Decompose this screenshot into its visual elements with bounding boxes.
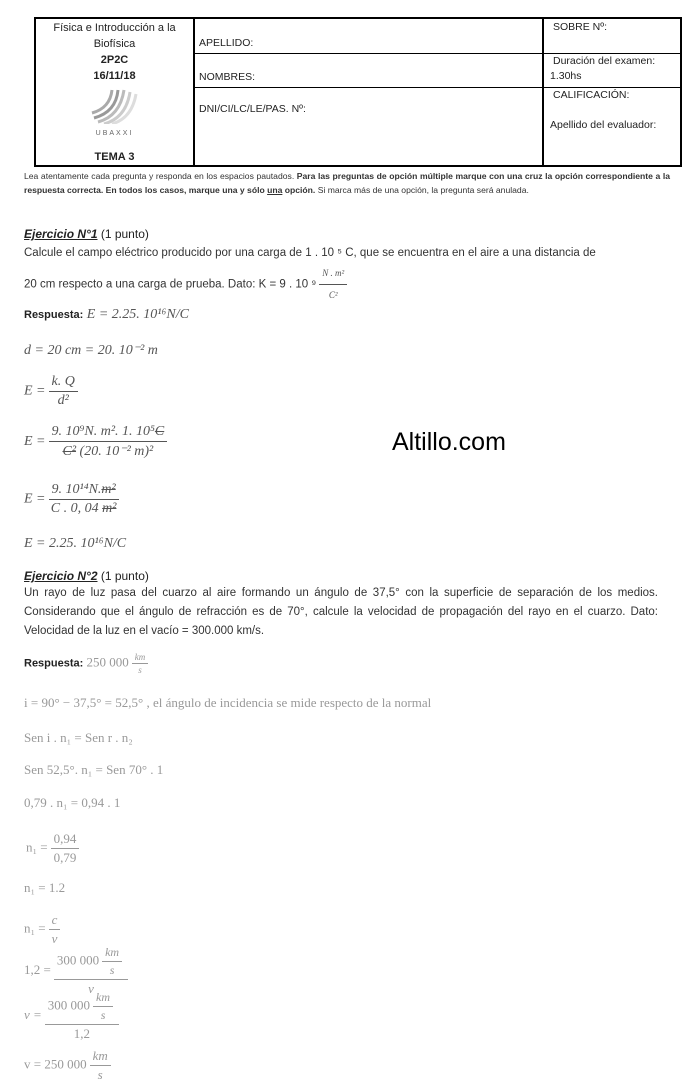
num: 9. 10⁹N. m². 1. 10⁵	[51, 424, 155, 439]
sobre-label: SOBRE Nº:	[553, 21, 608, 33]
lhs: n₁ =	[26, 839, 48, 855]
lhs: E =	[24, 383, 46, 399]
exam-date: 16/11/18	[93, 70, 136, 82]
unit-den: s	[100, 1008, 106, 1022]
watermark: Altillo.com	[392, 428, 506, 456]
den: s	[138, 665, 142, 675]
ex2-line6: n₁ = 1.2	[24, 880, 66, 895]
ex2-answer-value: 250 000	[86, 654, 129, 670]
ex2-line5	[26, 831, 82, 866]
num: 300 000	[56, 952, 100, 968]
den: 1,2	[73, 1026, 91, 1041]
instructions	[24, 169, 670, 197]
den-cancel: m²	[102, 501, 117, 516]
num-cancel: m²	[101, 482, 116, 497]
nombres-field[interactable]	[193, 53, 542, 88]
grading-cell	[542, 19, 682, 165]
lhs: 1,2 =	[24, 961, 51, 977]
ex1-unit-num: N . m²	[319, 264, 347, 285]
lhs: E =	[24, 434, 46, 450]
instr-bold-end: opción.	[282, 185, 316, 195]
num: 0,94	[51, 831, 80, 849]
instr-bold: Para las preguntas de opción múltiple marque con una cruz la opción correspondiente a la respuesta correcta. En todos los casos, marque una y sólo	[24, 171, 670, 195]
ex2-line9	[24, 990, 122, 1042]
num: 300 000	[47, 997, 91, 1013]
instr-text-end: Si marca más de una opción, la pregunta será anulada.	[315, 185, 529, 195]
den: v	[51, 931, 58, 946]
ex1-points: (1 punto)	[97, 227, 149, 241]
duracion-value: 1.30hs	[550, 70, 582, 82]
course-code: 2P2C	[100, 54, 129, 66]
course-name: Física e Introducción a la Biofísica	[53, 22, 176, 50]
num: km	[132, 652, 149, 664]
ex2-answer-label: Respuesta:	[24, 657, 84, 670]
ex2-line10	[24, 1048, 114, 1083]
calificacion-label: CALIFICACIÓN:	[553, 89, 630, 101]
ex2-points: (1 punto)	[97, 569, 149, 583]
apellido-field[interactable]	[193, 19, 542, 54]
tema: TEMA 3	[94, 151, 135, 163]
sobre-field	[544, 19, 682, 54]
ex1-answer-label: Respuesta:	[24, 309, 84, 321]
ex1-answer	[24, 307, 189, 323]
ex2-line1: i = 90° − 37,5° = 52,5° , el ángulo de incidencia se mide respecto de la normal	[24, 695, 432, 710]
ex1-dato: 20 cm respecto a una carga de prueba. Dato: K = 9 . 10 ⁹	[24, 278, 317, 291]
ex2-line2: Sen i . n₁ = Sen r . n₂	[24, 730, 133, 745]
ex1-line5: E = 2.25. 10¹⁶N/C	[24, 536, 127, 551]
num: 9. 10¹⁴N.	[51, 482, 102, 497]
logo-swoosh-icon	[90, 88, 140, 124]
lhs: v = 250 000	[24, 1056, 87, 1072]
den: (20. 10⁻² m)²	[76, 444, 154, 459]
instr-text: Lea atentamente cada pregunta y responda en los espacios pautados.	[24, 171, 297, 181]
lhs: v =	[24, 1006, 42, 1022]
ex1-line3	[24, 424, 170, 460]
ex2-title	[24, 569, 149, 583]
den: C . 0, 04	[50, 501, 103, 516]
ex1-title	[24, 227, 149, 241]
logo-text: UBAXXI	[95, 130, 134, 137]
den: s	[97, 1067, 103, 1082]
ex2-text: Un rayo de luz pasa del cuarzo al aire formando un ángulo de 37,5° con la superficie de separación de los medios. Considerando que el ángulo de refracción es de 70°, calcule la velocidad de propagación del rayo en el cuarzo. Dato: Velocidad de la luz en el vacío = 300.000 km/s.	[24, 587, 658, 637]
den: d²	[57, 393, 69, 408]
num: k. Q	[49, 374, 78, 392]
ex2-answer	[24, 652, 151, 675]
ex1-unit-den: C²	[328, 290, 338, 300]
ex1-line4	[24, 482, 122, 517]
ex2-line3: Sen 52,5°. n₁ = Sen 70° . 1	[24, 762, 164, 777]
ex2-line4: 0,79 . n₁ = 0,94 . 1	[24, 795, 121, 810]
den-cancel: C²	[62, 444, 77, 459]
lhs: n₁ =	[24, 920, 46, 936]
student-info-cell	[193, 19, 542, 165]
nombres-label: NOMBRES:	[199, 71, 256, 83]
dni-label: DNI/CI/LC/LE/PAS. Nº:	[199, 103, 306, 115]
unit-den: s	[109, 963, 115, 977]
lhs: E =	[24, 491, 46, 507]
unit-num: km	[102, 945, 122, 962]
num-cancel: C	[154, 424, 165, 439]
ex1-answer-value: E = 2.25. 10¹⁶N/C	[86, 307, 189, 322]
num: km	[90, 1048, 111, 1066]
den: 0,79	[53, 850, 77, 865]
ex2-heading: Ejercicio N°2	[24, 569, 98, 583]
ex2-line7	[24, 912, 63, 947]
ex1-text2	[24, 264, 350, 305]
duracion-label: Duración del examen:	[553, 55, 656, 67]
ex1-line2	[24, 374, 81, 409]
ex1-line1: d = 20 cm = 20. 10⁻² m	[24, 343, 158, 358]
ubaxxi-logo	[85, 88, 145, 138]
exam-header-table	[34, 17, 682, 167]
evaluador-label: Apellido del evaluador:	[550, 119, 657, 131]
duracion-field	[544, 53, 682, 88]
ex1-text1: Calcule el campo eléctrico producido por una carga de 1 . 10 ⁵ C, que se encuentra en el aire a una distancia de	[24, 247, 596, 259]
course-cell	[36, 19, 195, 165]
ex1-heading: Ejercicio N°1	[24, 227, 98, 241]
den: v	[88, 981, 94, 996]
instr-underline: una	[267, 185, 283, 195]
unit-num: km	[93, 990, 113, 1007]
apellido-label: APELLIDO:	[199, 37, 254, 49]
num: c	[49, 912, 61, 930]
